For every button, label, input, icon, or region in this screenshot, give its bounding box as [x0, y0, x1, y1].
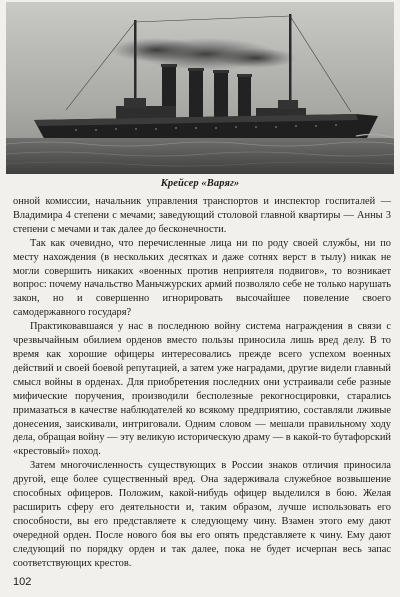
paragraph: онной комиссии, начальник управления транспортов и инспектор госпиталей — Владимира 4 степени с мечами; заведующий столовой главной квартиры — Анны 3 степени с мечами и так далее до бесконечности. — [13, 196, 391, 235]
paragraph: Практиковавшаяся у нас в последнюю войну система награждения в связи с чрезвычайным обилием орденов вместо пользы приносила лишь вред делу. В то время как хорошие офицеры интересовались прежде всего успехом военных действий и своей боевой репутацией, а затем уже наградами, другие видели главный смысл войны в орденах. Для приобретения последних они устраивали себе разные мифические поручения, производили бесполезные рекогносцировки, старались примазаться в качестве наблюдателей ко всякому предприятию, составляли лживые донесения, заискивали, интриговали. Одним словом — мешали правильному ходу дела, обращая войну — эту великую историческую драму — в какой-то бутафорский «крестовый» поход. — [13, 321, 391, 458]
warship-icon — [6, 2, 394, 174]
page-number: 102 — [13, 576, 32, 588]
paragraph: Так как очевидно, что перечисленные лица ни по роду своей службы, ни по месту нахождения (в нескольких десятках и даже сотнях верст в тылу) никак не могли совершить никаких «военных против неприятеля подвигов», то возникает вопрос: почему начальство Маньчжурских армий позволяло себе не только нарушать закон, но и совершенно игнорировать высочайшее повеление своего самодержавного государя? — [13, 237, 391, 319]
figure-caption: Крейсер «Варяг» — [160, 178, 240, 189]
cruiser-varyag-photo — [6, 2, 394, 174]
paragraph: Затем многочисленность существующих в России знаков отличия приносила другой, еще более существенный вред. Она задерживала служебное возвышение способных офицеров. Положим, какой-нибудь офицер выделился в бою. Желая расширить сферу его деятельности и, таким образом, лучше использовать его способности, вы его представляете к следующему чину. Взамен этого ему дают очередной орден. После нового боя вы его опять представляете к чину. Ему дают следующий по порядку орден и так далее, пока не будет исчерпан весь запас соответствующих крестов. — [13, 460, 391, 569]
body-text — [13, 195, 391, 570]
